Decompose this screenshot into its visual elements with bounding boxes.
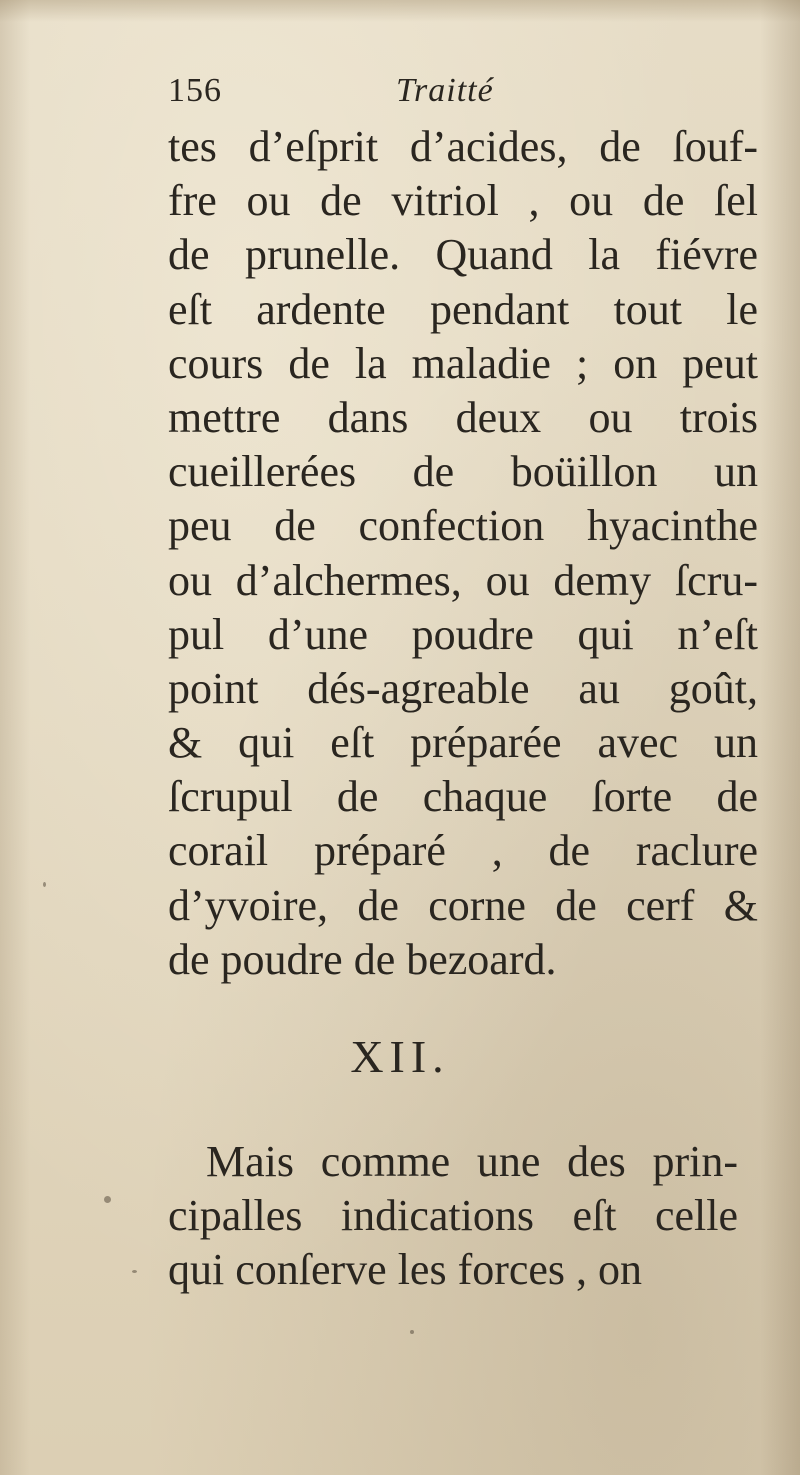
text-line: pul d’une poudre qui n’eſt <box>168 609 758 659</box>
section-text <box>168 1135 738 1298</box>
text-line: de poudre de bezoard. <box>168 934 557 984</box>
running-title: Traitté <box>396 72 494 109</box>
text-line: & qui eſt préparée avec un <box>168 718 758 768</box>
running-head <box>168 72 728 120</box>
text-line: point dés-agreable au goût, <box>168 663 758 713</box>
text-line: peu de confection hyacinthe <box>168 501 758 551</box>
text-line: cueillerées de boüillon un <box>168 447 758 497</box>
text-line: qui conſerve les forces , on <box>168 1245 643 1295</box>
text-line: eſt ardente pendant tout le <box>168 284 758 334</box>
section-heading: XII. <box>350 1031 450 1082</box>
text-line: cours de la maladie ; on peut <box>168 338 758 388</box>
text-line: ſcrupul de chaque ſorte de <box>168 772 758 822</box>
text-line: tes d’eſprit d’acides, de ſouf- <box>168 122 758 171</box>
text-line: de prunelle. Quand la fiévre <box>168 230 758 280</box>
text-line: Mais comme une des prin- <box>206 1137 738 1186</box>
paper-speck <box>132 1270 137 1273</box>
page-number: 156 <box>168 72 222 109</box>
text-line: ou d’alchermes, ou demy ſcru- <box>168 555 758 605</box>
text-line: mettre dans deux ou trois <box>168 392 758 442</box>
text-line: fre ou de vitriol , ou de ſel <box>168 176 758 226</box>
page-edge-shadow-right <box>760 0 800 1475</box>
text-line: cipalles indications eſt celle <box>168 1191 738 1241</box>
paper-speck <box>410 1330 414 1334</box>
paper-speck <box>43 882 46 887</box>
page-edge-shadow-left <box>0 0 30 1475</box>
text-line: corail préparé , de raclure <box>168 826 758 876</box>
body-text <box>168 120 758 987</box>
page-edge-shadow-top <box>0 0 800 22</box>
paper-speck <box>104 1196 111 1203</box>
text-line: d’yvoire, de corne de cerf & <box>168 880 758 930</box>
